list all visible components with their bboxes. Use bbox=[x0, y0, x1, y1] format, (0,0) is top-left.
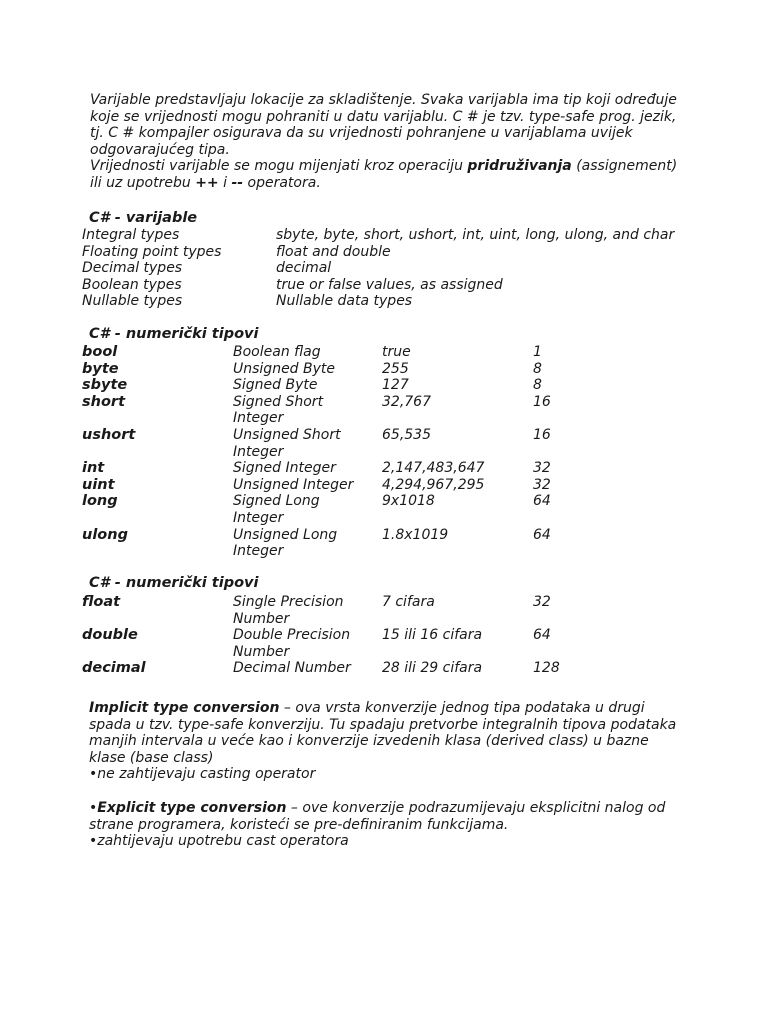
numeric-types-table-2 bbox=[82, 594, 682, 677]
type-name: byte bbox=[82, 360, 119, 377]
type-desc: Boolean flag bbox=[233, 344, 321, 360]
type-value: 9x1018 bbox=[382, 493, 435, 510]
intro-op-and: i bbox=[218, 174, 232, 191]
type-bits: 32 bbox=[533, 460, 551, 477]
explicit-conversion-text: – ove konverzije podrazumijevaju eksplicitni nalog od strane programera, koristeći se pre-definiranim funkcijama. bbox=[89, 800, 666, 833]
table-row bbox=[82, 293, 682, 310]
type-desc: Unsigned Byte bbox=[233, 360, 336, 377]
type-name: ulong bbox=[82, 526, 128, 543]
type-bits: 16 bbox=[533, 393, 551, 410]
type-desc: Decimal Number bbox=[233, 660, 351, 677]
intro-line-2-mid: (assignement) ili uz upotrebu bbox=[90, 158, 678, 191]
type-desc: Unsigned Short Integer bbox=[233, 426, 341, 460]
implicit-conversion-title: Implicit type conversion bbox=[89, 700, 280, 716]
type-bits: 128 bbox=[533, 660, 560, 677]
type-value: 4,294,967,295 bbox=[382, 476, 485, 493]
type-name: sbyte bbox=[82, 377, 128, 394]
variable-desc: float and double bbox=[276, 243, 391, 260]
table-row bbox=[82, 244, 682, 261]
table-row bbox=[82, 394, 682, 427]
type-name: int bbox=[82, 460, 105, 477]
intro-line-2 bbox=[90, 158, 680, 191]
type-value: 127 bbox=[382, 377, 409, 394]
type-value: true bbox=[382, 344, 411, 360]
type-name: double bbox=[82, 627, 138, 644]
table-row bbox=[82, 493, 682, 526]
type-value: 28 ili 29 cifara bbox=[382, 660, 483, 677]
type-desc: Signed Byte bbox=[233, 377, 318, 394]
type-value: 15 ili 16 cifara bbox=[382, 627, 483, 644]
table-row bbox=[82, 344, 682, 361]
explicit-bullet-mark: • bbox=[89, 800, 98, 816]
table-row bbox=[82, 660, 682, 677]
type-bits: 1 bbox=[533, 344, 542, 360]
type-bits: 8 bbox=[533, 377, 542, 394]
type-desc: Double Precision Number bbox=[233, 627, 351, 660]
type-bits: 64 bbox=[533, 493, 551, 510]
type-bits: 32 bbox=[533, 594, 551, 610]
type-bits: 64 bbox=[533, 526, 551, 543]
type-desc: Unsigned Integer bbox=[233, 476, 354, 493]
type-desc: Single Precision Number bbox=[233, 594, 344, 627]
table-row bbox=[82, 477, 682, 494]
intro-op-decrement: -- bbox=[231, 174, 244, 191]
variable-type: Nullable types bbox=[82, 293, 183, 310]
type-name: long bbox=[82, 493, 118, 510]
table-row bbox=[82, 377, 682, 394]
type-name: ushort bbox=[82, 426, 136, 443]
intro-assignment-term: pridruživanja bbox=[467, 158, 572, 175]
variable-type: Decimal types bbox=[82, 260, 183, 277]
variable-type: Integral types bbox=[82, 227, 180, 243]
table-row bbox=[82, 260, 682, 277]
variable-desc: true or false values, as assigned bbox=[276, 276, 503, 293]
type-bits: 32 bbox=[533, 476, 551, 493]
table-row bbox=[82, 594, 682, 627]
type-name: float bbox=[82, 594, 121, 610]
intro-paragraph bbox=[90, 92, 680, 192]
variables-heading: C# - varijable bbox=[89, 210, 198, 226]
implicit-conversion-text: – ova vrsta konverzije jednog tipa podataka u drugi spada u tzv. type-safe konverziju. Tu spadaju pretvorbe integralnih tipova podataka manjih intervala u veće kao i konverzije izvedenih klasa (derived class) u bazne klase (base class) bbox=[89, 700, 677, 766]
implicit-conversion-section bbox=[89, 700, 679, 783]
explicit-conversion-bullet: •zahtijevaju upotrebu cast operatora bbox=[89, 833, 349, 850]
variable-desc: decimal bbox=[276, 260, 332, 277]
type-value: 2,147,483,647 bbox=[382, 460, 485, 477]
type-value: 7 cifara bbox=[382, 594, 435, 610]
type-desc: Signed Long Integer bbox=[233, 493, 320, 526]
type-value: 1.8x1019 bbox=[382, 526, 449, 543]
table-row bbox=[82, 460, 682, 477]
table-row bbox=[82, 361, 682, 378]
numeric-types-heading-2: C# - numerički tipovi bbox=[89, 575, 259, 591]
intro-line-2-end: operatora. bbox=[243, 174, 321, 191]
table-row bbox=[82, 627, 682, 660]
type-value: 32,767 bbox=[382, 393, 431, 410]
intro-line-1: Varijable predstavljaju lokacije za skladištenje. Svaka varijabla ima tip koji određuje koje se vrijednosti mogu pohraniti u datu varijablu. C # je tzv. type-safe prog. jezik, tj. C # kompajler osigurava da su vrijednosti pohranjene u varijablama uvijek odgovarajućeg tipa. bbox=[90, 92, 677, 158]
type-desc: Signed Integer bbox=[233, 460, 336, 477]
variable-desc: Nullable data types bbox=[276, 293, 413, 310]
intro-op-increment: ++ bbox=[195, 174, 219, 191]
numeric-types-table-1 bbox=[82, 344, 682, 560]
type-name: decimal bbox=[82, 660, 146, 677]
implicit-conversion-bullet: •ne zahtijevaju casting operator bbox=[89, 766, 316, 783]
type-value: 255 bbox=[382, 360, 409, 377]
explicit-conversion-title: Explicit type conversion bbox=[97, 800, 287, 816]
variable-type: Floating point types bbox=[82, 243, 222, 260]
type-desc: Unsigned Long Integer bbox=[233, 526, 338, 560]
table-row bbox=[82, 227, 682, 244]
type-name: short bbox=[82, 393, 125, 410]
variables-table bbox=[82, 227, 682, 310]
type-name: bool bbox=[82, 344, 118, 360]
type-bits: 8 bbox=[533, 360, 542, 377]
table-row bbox=[82, 527, 682, 560]
intro-line-2-start: Vrijednosti varijable se mogu mijenjati kroz operaciju bbox=[90, 158, 468, 175]
type-bits: 16 bbox=[533, 426, 551, 443]
table-row bbox=[82, 427, 682, 460]
type-value: 65,535 bbox=[382, 426, 431, 443]
variable-type: Boolean types bbox=[82, 276, 182, 293]
explicit-conversion-paragraph bbox=[89, 800, 679, 833]
explicit-conversion-section bbox=[89, 800, 679, 850]
implicit-conversion-paragraph bbox=[89, 700, 679, 766]
type-desc: Signed Short Integer bbox=[233, 393, 324, 427]
type-bits: 64 bbox=[533, 627, 551, 644]
variable-desc: sbyte, byte, short, ushort, int, uint, long, ulong, and char bbox=[276, 227, 675, 243]
table-row bbox=[82, 277, 682, 294]
type-name: uint bbox=[82, 476, 115, 493]
numeric-types-heading-1: C# - numerički tipovi bbox=[89, 326, 259, 342]
